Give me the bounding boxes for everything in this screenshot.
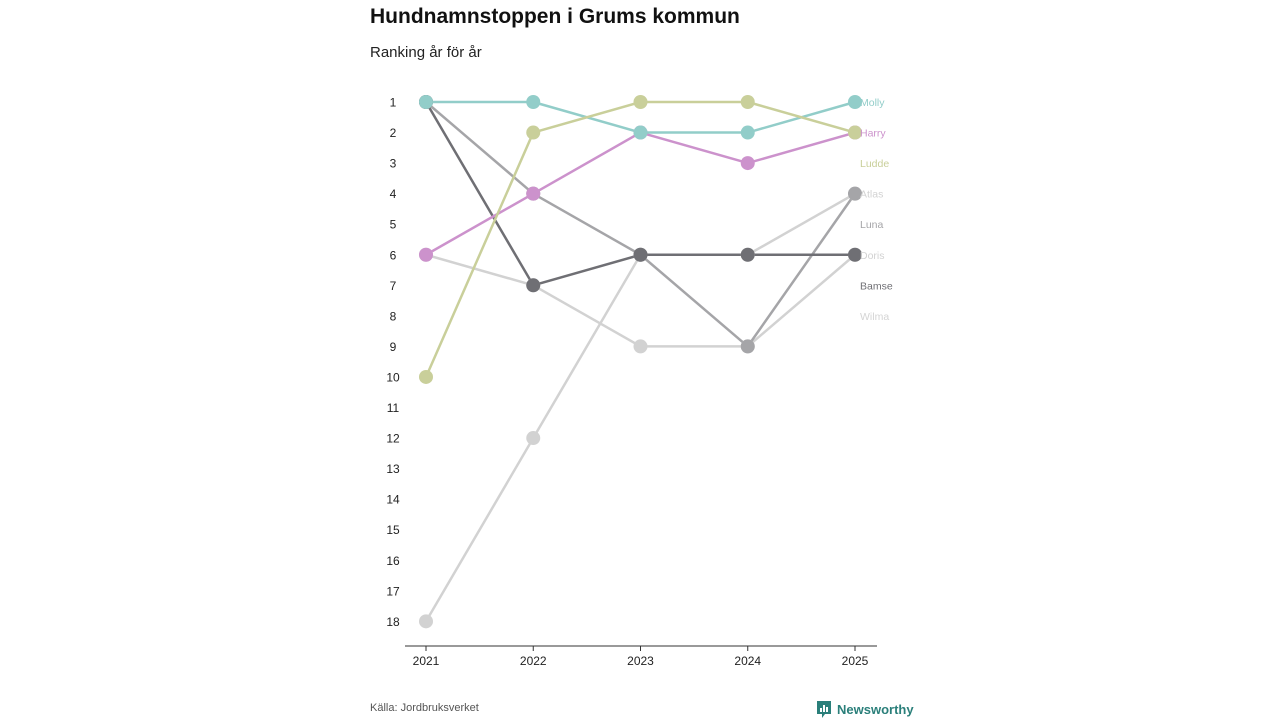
y-tick-label: 2 <box>389 126 397 141</box>
series-point-ludde <box>634 95 648 109</box>
series-line-ludde <box>426 102 855 377</box>
series-point-molly <box>419 95 433 109</box>
series-label-atlas: Atlas <box>860 188 884 201</box>
series-point-atlas <box>526 431 540 445</box>
series-label-molly: Molly <box>860 97 885 109</box>
series-point-harry <box>419 248 433 262</box>
series-label-luna: Luna <box>860 219 884 232</box>
series-line-harry <box>426 133 855 255</box>
y-tick-label: 6 <box>389 248 397 263</box>
series-label-ludde: Ludde <box>860 158 890 171</box>
series-point-luna <box>741 339 755 353</box>
series-point-doris <box>634 339 648 353</box>
series-point-atlas <box>419 614 433 628</box>
series-label-doris: Doris <box>860 249 885 262</box>
series-point-harry <box>741 156 755 170</box>
y-tick-label: 9 <box>389 339 397 354</box>
x-tick-label: 2022 <box>519 654 547 668</box>
y-tick-label: 4 <box>389 187 397 202</box>
y-tick-label: 16 <box>386 553 400 568</box>
series-line-doris <box>426 255 855 347</box>
chart-title: Hundnamnstoppen i Grums kommun <box>370 5 740 28</box>
series-point-ludde <box>419 370 433 384</box>
series-point-molly <box>741 126 755 140</box>
series-point-bamse <box>634 248 648 262</box>
series-label-wilma: Wilma <box>860 310 890 323</box>
x-tick-label: 2023 <box>627 654 654 668</box>
brand-name: Newsworthy <box>837 702 914 717</box>
y-tick-label: 5 <box>389 217 397 232</box>
series-point-molly <box>634 126 648 140</box>
series-point-bamse <box>526 278 540 292</box>
series-point-molly <box>526 95 540 109</box>
x-tick-label: 2021 <box>412 654 440 668</box>
y-tick-label: 11 <box>386 401 400 415</box>
y-tick-label: 14 <box>386 492 400 507</box>
y-tick-label: 3 <box>389 156 397 171</box>
brand <box>816 700 914 719</box>
y-tick-label: 12 <box>386 431 400 446</box>
y-tick-label: 18 <box>386 614 400 629</box>
y-tick-label: 17 <box>386 584 400 599</box>
x-tick-label: 2024 <box>734 654 762 668</box>
chart-subtitle: Ranking år för år <box>370 44 482 61</box>
y-tick-label: 8 <box>389 309 397 324</box>
series-point-harry <box>526 187 540 201</box>
series-point-ludde <box>741 95 755 109</box>
y-tick-label: 7 <box>389 278 397 293</box>
series-label-bamse: Bamse <box>860 280 893 293</box>
x-tick-label: 2025 <box>841 654 869 668</box>
series-label-harry: Harry <box>860 127 886 140</box>
source-note: Källa: Jordbruksverket <box>370 702 479 714</box>
y-tick-label: 1 <box>389 95 397 110</box>
series-point-ludde <box>526 126 540 140</box>
series-point-bamse <box>741 248 755 262</box>
y-tick-label: 13 <box>386 462 400 477</box>
y-tick-label: 10 <box>386 370 400 385</box>
newsworthy-logo-icon <box>816 700 832 719</box>
y-tick-label: 15 <box>386 523 400 538</box>
